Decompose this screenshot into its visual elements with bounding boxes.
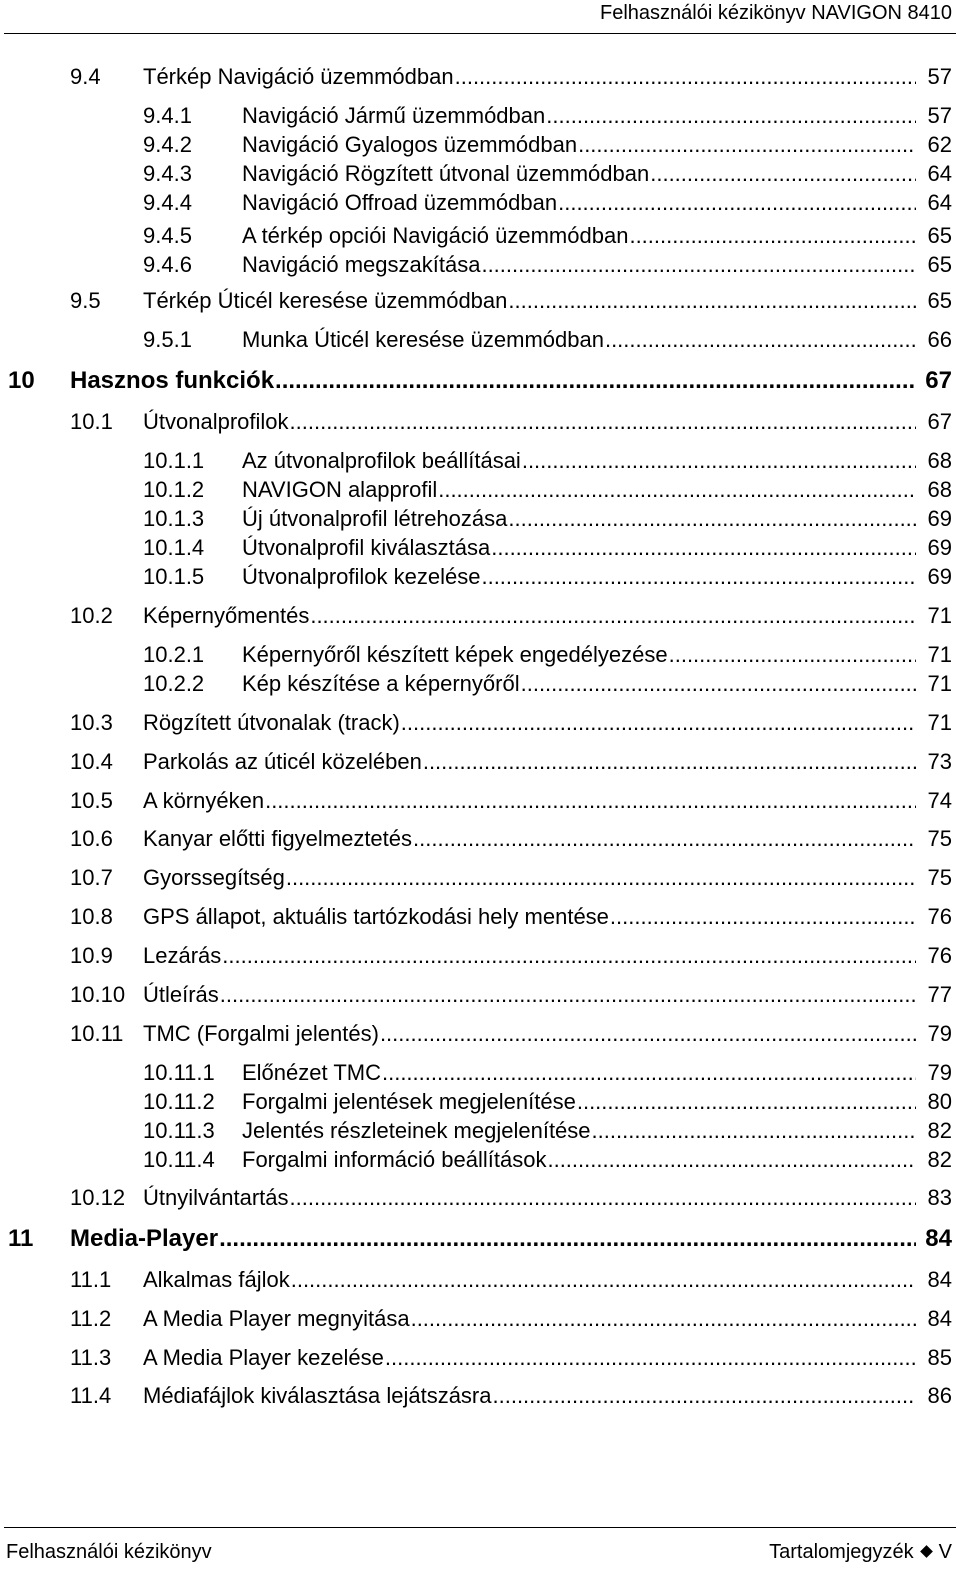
toc-entry-title-line xyxy=(143,62,916,92)
toc-entry-number: 9.4.3 xyxy=(143,161,192,186)
toc-entry-page: 71 xyxy=(927,642,952,667)
dot-leader xyxy=(610,902,916,932)
toc-entry-page: 82 xyxy=(927,1147,952,1172)
toc-entry[interactable] xyxy=(0,221,960,251)
toc-entry-number: 10.11.2 xyxy=(143,1089,215,1114)
toc-entry-page: 68 xyxy=(927,448,952,473)
toc-entry-title: Navigáció Jármű üzemmódban xyxy=(242,103,546,128)
dot-leader xyxy=(491,533,916,563)
toc-entry[interactable] xyxy=(0,980,960,1010)
toc-entry-page: 67 xyxy=(925,367,952,394)
toc-entry-number: 10.1.5 xyxy=(143,564,205,589)
toc-entry-number: 11.3 xyxy=(70,1345,112,1370)
toc-entry-number: 11.2 xyxy=(70,1306,112,1331)
toc-entry-page: 80 xyxy=(927,1089,952,1114)
toc-entry-page: 76 xyxy=(927,904,952,929)
toc-entry-title: Kanyar előtti figyelmeztetés xyxy=(143,826,413,851)
toc-entry-title: Útvonalprofil kiválasztása xyxy=(242,535,491,560)
toc-entry-title-line xyxy=(242,130,916,160)
toc-entry-page: 69 xyxy=(927,506,952,531)
toc-entry-title-line xyxy=(143,863,916,893)
diamond-icon xyxy=(920,1545,933,1558)
toc-entry-page: 66 xyxy=(927,327,952,352)
toc-entry-number: 10.8 xyxy=(70,904,113,929)
toc-entry[interactable] xyxy=(0,504,960,534)
toc-entry-page: 69 xyxy=(927,564,952,589)
toc-entry[interactable] xyxy=(0,366,960,396)
toc-entry[interactable] xyxy=(0,562,960,592)
toc-entry-page: 84 xyxy=(927,1267,952,1292)
toc-entry-page: 79 xyxy=(927,1021,952,1046)
dot-leader xyxy=(578,130,916,160)
toc-entry-title-line xyxy=(143,601,916,631)
dot-leader xyxy=(411,1304,916,1334)
dot-leader xyxy=(382,1058,916,1088)
toc-entry-title: A környéken xyxy=(143,788,265,813)
toc-entry-page: 84 xyxy=(927,1306,952,1331)
toc-entry-title: Útvonalprofilok kezelése xyxy=(242,564,481,589)
dot-leader xyxy=(522,446,916,476)
toc-entry[interactable] xyxy=(0,1019,960,1049)
toc-entry-title: Alkalmas fájlok xyxy=(143,1267,290,1292)
toc-entry-title-line xyxy=(242,640,916,670)
toc-entry-page: 65 xyxy=(927,252,952,277)
toc-entry-title-line xyxy=(143,407,916,437)
toc-entry-title: Munka Úticél keresése üzemmódban xyxy=(242,327,604,352)
toc-entry[interactable] xyxy=(0,286,960,316)
toc-entry[interactable] xyxy=(0,62,960,92)
dot-leader xyxy=(275,366,916,396)
toc-entry-title-line xyxy=(242,562,916,592)
toc-entry-page: 64 xyxy=(927,190,952,215)
dot-leader xyxy=(265,786,916,816)
toc-entry-number: 10.11.3 xyxy=(143,1118,215,1143)
toc-entry[interactable] xyxy=(0,250,960,280)
toc-entry-number: 10.1.3 xyxy=(143,506,205,531)
toc-entry[interactable] xyxy=(0,902,960,932)
dot-leader xyxy=(577,1087,916,1117)
toc-entry-page: 79 xyxy=(927,1060,952,1085)
toc-entry-title-line xyxy=(242,504,916,534)
toc-entry-title-line xyxy=(242,1145,916,1175)
toc-entry[interactable] xyxy=(0,1265,960,1295)
toc-entry-title-line xyxy=(143,708,916,738)
toc-entry-title: Parkolás az úticél közelében xyxy=(143,749,422,774)
dot-leader xyxy=(219,1224,916,1254)
toc-entry[interactable] xyxy=(0,601,960,631)
header-rule xyxy=(4,33,956,34)
toc-entry-title: Media-Player xyxy=(70,1225,219,1252)
toc-entry-number: 10.11 xyxy=(70,1021,124,1046)
toc-entry[interactable] xyxy=(0,533,960,563)
toc-entry[interactable] xyxy=(0,475,960,505)
toc-entry-number: 9.5.1 xyxy=(143,327,192,352)
toc-entry-number: 10.11.1 xyxy=(143,1060,215,1085)
toc-entry[interactable] xyxy=(0,1224,960,1254)
toc-entry-number: 10.1.2 xyxy=(143,477,205,502)
toc-entry-number: 10.1 xyxy=(70,409,113,434)
dot-leader xyxy=(222,941,916,971)
toc-entry-number: 11 xyxy=(8,1225,34,1252)
toc-entry-number: 10.2.1 xyxy=(143,642,205,667)
toc-entry[interactable] xyxy=(0,1058,960,1088)
toc-entry[interactable] xyxy=(0,1116,960,1146)
toc-entry-page: 83 xyxy=(927,1185,952,1210)
toc-entry-title-line xyxy=(242,325,916,355)
toc-entry-title-line xyxy=(242,669,916,699)
dot-leader xyxy=(310,601,916,631)
dot-leader xyxy=(521,669,916,699)
toc-entry-number: 11.1 xyxy=(70,1267,112,1292)
toc-entry-page: 75 xyxy=(927,826,952,851)
toc-entry-title: A Media Player megnyitása xyxy=(143,1306,410,1331)
toc-entry-number: 10.11.4 xyxy=(143,1147,215,1172)
toc-entry-page: 82 xyxy=(927,1118,952,1143)
toc-entry-title-line xyxy=(143,902,916,932)
dot-leader xyxy=(290,1183,916,1213)
toc-entry-page: 86 xyxy=(927,1383,952,1408)
toc-entry-title-line xyxy=(143,286,916,316)
toc-entry[interactable] xyxy=(0,863,960,893)
dot-leader xyxy=(547,1145,916,1175)
toc-entry-title: Forgalmi jelentések megjelenítése xyxy=(242,1089,576,1114)
dot-leader xyxy=(286,863,916,893)
toc-entry-title: Navigáció megszakítása xyxy=(242,252,481,277)
toc-entry-title: Rögzített útvonalak (track) xyxy=(143,710,400,735)
toc-entry[interactable] xyxy=(0,188,960,218)
dot-leader xyxy=(650,159,916,189)
toc-entry[interactable] xyxy=(0,1304,960,1334)
toc-entry[interactable] xyxy=(0,407,960,437)
toc-entry-title-line xyxy=(242,475,916,505)
toc-entry-number: 9.4.5 xyxy=(143,223,192,248)
toc-entry-number: 9.4.2 xyxy=(143,132,192,157)
toc-entry[interactable] xyxy=(0,446,960,476)
toc-entry[interactable] xyxy=(0,1381,960,1411)
toc-entry-number: 10.5 xyxy=(70,788,113,813)
toc-entry-title-line xyxy=(242,446,916,476)
toc-entry-title: Az útvonalprofilok beállításai xyxy=(242,448,521,473)
toc-entry-title: NAVIGON alapprofil xyxy=(242,477,438,502)
toc-entry-number: 10.4 xyxy=(70,749,113,774)
dot-leader xyxy=(380,1019,916,1049)
toc-entry-number: 10.1.1 xyxy=(143,448,205,473)
toc-entry-title: Lezárás xyxy=(143,943,222,968)
toc-entry-title-line xyxy=(143,747,916,777)
toc-entry[interactable] xyxy=(0,325,960,355)
dot-leader xyxy=(455,62,916,92)
toc-entry-number: 9.4.1 xyxy=(143,103,192,128)
dot-leader xyxy=(493,1381,917,1411)
dot-leader xyxy=(508,286,916,316)
footer-manual-title: Felhasználói kézikönyv xyxy=(6,1541,212,1563)
toc-entry-number: 9.4.4 xyxy=(143,190,192,215)
toc-entry-title: Útvonalprofilok xyxy=(143,409,289,434)
toc-entry[interactable] xyxy=(0,640,960,670)
toc-entry-title: Kép készítése a képernyőről xyxy=(242,671,520,696)
footer-section xyxy=(769,1541,952,1564)
dot-leader xyxy=(669,640,916,670)
toc-entry-page: 76 xyxy=(927,943,952,968)
toc-entry-title-line xyxy=(242,533,916,563)
dot-leader xyxy=(401,708,916,738)
dot-leader xyxy=(508,504,916,534)
toc-entry-number: 9.4 xyxy=(70,64,101,89)
toc-entry-title: Képernyőről készített képek engedélyezése xyxy=(242,642,668,667)
toc-entry-title-line xyxy=(242,159,916,189)
toc-entry-title-line xyxy=(242,101,916,131)
running-header: Felhasználói kézikönyv NAVIGON 8410 xyxy=(599,2,952,24)
toc-entry-number: 10.6 xyxy=(70,826,113,851)
dot-leader xyxy=(291,1265,916,1295)
dot-leader xyxy=(605,325,916,355)
footer-rule xyxy=(4,1527,956,1528)
toc-entry-page: 64 xyxy=(927,161,952,186)
toc-entry[interactable] xyxy=(0,159,960,189)
toc-entry-page: 57 xyxy=(927,64,952,89)
toc-entry-title-line xyxy=(143,786,916,816)
toc-entry-page: 62 xyxy=(927,132,952,157)
toc-entry[interactable] xyxy=(0,824,960,854)
toc-entry-number: 10.1.4 xyxy=(143,535,205,560)
toc-entry-title-line xyxy=(242,250,916,280)
dot-leader xyxy=(592,1116,916,1146)
toc-entry-page: 65 xyxy=(927,288,952,313)
toc-entry-title: GPS állapot, aktuális tartózkodási hely mentése xyxy=(143,904,609,929)
toc-entry-number: 11.4 xyxy=(70,1383,112,1408)
toc-entry[interactable] xyxy=(0,130,960,160)
toc-entry-title: Navigáció Offroad üzemmódban xyxy=(242,190,558,215)
toc-entry-page: 75 xyxy=(927,865,952,890)
toc-entry-title-line xyxy=(143,1019,916,1049)
toc-entry-title: Navigáció Rögzített útvonal üzemmódban xyxy=(242,161,650,186)
dot-leader xyxy=(290,407,916,437)
toc-entry-page: 71 xyxy=(927,603,952,628)
toc-entry-page: 57 xyxy=(927,103,952,128)
toc-entry-title-line xyxy=(143,824,916,854)
toc-entry-title: Előnézet TMC xyxy=(242,1060,381,1085)
toc-entry-title: A térkép opciói Navigáció üzemmódban xyxy=(242,223,629,248)
toc-entry[interactable] xyxy=(0,1145,960,1175)
toc-entry[interactable] xyxy=(0,708,960,738)
toc-entry-title: Új útvonalprofil létrehozása xyxy=(242,506,508,531)
dot-leader xyxy=(481,250,916,280)
footer-section-label: Tartalomjegyzék xyxy=(769,1541,914,1563)
toc-entry-title-line xyxy=(242,1116,916,1146)
toc-entry-number: 10.2 xyxy=(70,603,113,628)
toc-entry-title: Gyorssegítség xyxy=(143,865,285,890)
dot-leader xyxy=(481,562,916,592)
footer-page-number: V xyxy=(938,1541,952,1563)
toc-entry[interactable] xyxy=(0,941,960,971)
toc-entry-title-line xyxy=(242,1087,916,1117)
toc-entry-page: 71 xyxy=(927,710,952,735)
toc-entry-title-line xyxy=(242,221,916,251)
toc-entry-number: 10.2.2 xyxy=(143,671,205,696)
toc-entry-number: 10.7 xyxy=(70,865,113,890)
toc-entry-title-line xyxy=(143,1304,916,1334)
dot-leader xyxy=(629,221,916,251)
toc-entry-title: Térkép Úticél keresése üzemmódban xyxy=(143,288,508,313)
toc-entry-title: Útnyilvántartás xyxy=(143,1185,289,1210)
toc-entry-page: 84 xyxy=(925,1225,952,1252)
toc-entry-title-line xyxy=(143,1265,916,1295)
toc-entry-number: 10 xyxy=(8,367,35,394)
toc-entry-page: 85 xyxy=(927,1345,952,1370)
toc-entry-title-line xyxy=(143,1343,916,1373)
toc-entry[interactable] xyxy=(0,1343,960,1373)
toc-entry-title: Jelentés részleteinek megjelenítése xyxy=(242,1118,591,1143)
toc-entry-page: 71 xyxy=(927,671,952,696)
toc-entry-number: 9.4.6 xyxy=(143,252,192,277)
toc-entry-title-line xyxy=(143,980,916,1010)
dot-leader xyxy=(220,980,916,1010)
toc-entry-number: 10.12 xyxy=(70,1185,126,1210)
toc-entry-title: A Media Player kezelése xyxy=(143,1345,384,1370)
toc-entry-page: 77 xyxy=(927,982,952,1007)
toc-entry-title-line xyxy=(143,941,916,971)
toc-entry-title: Képernyőmentés xyxy=(143,603,310,628)
toc-entry[interactable] xyxy=(0,669,960,699)
toc-entry[interactable] xyxy=(0,1183,960,1213)
toc-entry[interactable] xyxy=(0,786,960,816)
toc-entry-page: 65 xyxy=(927,223,952,248)
toc-entry-page: 69 xyxy=(927,535,952,560)
toc-entry-number: 10.3 xyxy=(70,710,113,735)
dot-leader xyxy=(438,475,916,505)
toc-entry-title-line xyxy=(143,1183,916,1213)
toc-entry-title: TMC (Forgalmi jelentés) xyxy=(143,1021,379,1046)
toc-entry-title-line xyxy=(242,188,916,218)
toc-entry-page: 73 xyxy=(927,749,952,774)
toc-entry[interactable] xyxy=(0,747,960,777)
toc-entry-page: 67 xyxy=(927,409,952,434)
toc-entry-number: 10.9 xyxy=(70,943,113,968)
dot-leader xyxy=(423,747,916,777)
toc-entry[interactable] xyxy=(0,101,960,131)
toc-entry-page: 74 xyxy=(927,788,952,813)
toc-entry-title: Útleírás xyxy=(143,982,219,1007)
toc-entry-page: 68 xyxy=(927,477,952,502)
dot-leader xyxy=(558,188,916,218)
dot-leader xyxy=(546,101,916,131)
toc-entry-title-line xyxy=(70,1224,916,1254)
dot-leader xyxy=(385,1343,916,1373)
toc-entry-title: Térkép Navigáció üzemmódban xyxy=(143,64,454,89)
toc-entry-title: Médiafájlok kiválasztása lejátszásra xyxy=(143,1383,492,1408)
toc-entry-title: Forgalmi információ beállítások xyxy=(242,1147,547,1172)
dot-leader xyxy=(413,824,916,854)
toc-entry-title-line xyxy=(242,1058,916,1088)
toc-entry-title: Hasznos funkciók xyxy=(70,367,275,394)
toc-entry-number: 10.10 xyxy=(70,982,126,1007)
toc-entry-title-line xyxy=(70,366,916,396)
toc-entry-title: Navigáció Gyalogos üzemmódban xyxy=(242,132,578,157)
toc-entry-number: 9.5 xyxy=(70,288,101,313)
toc-entry-title-line xyxy=(143,1381,916,1411)
toc-entry[interactable] xyxy=(0,1087,960,1117)
